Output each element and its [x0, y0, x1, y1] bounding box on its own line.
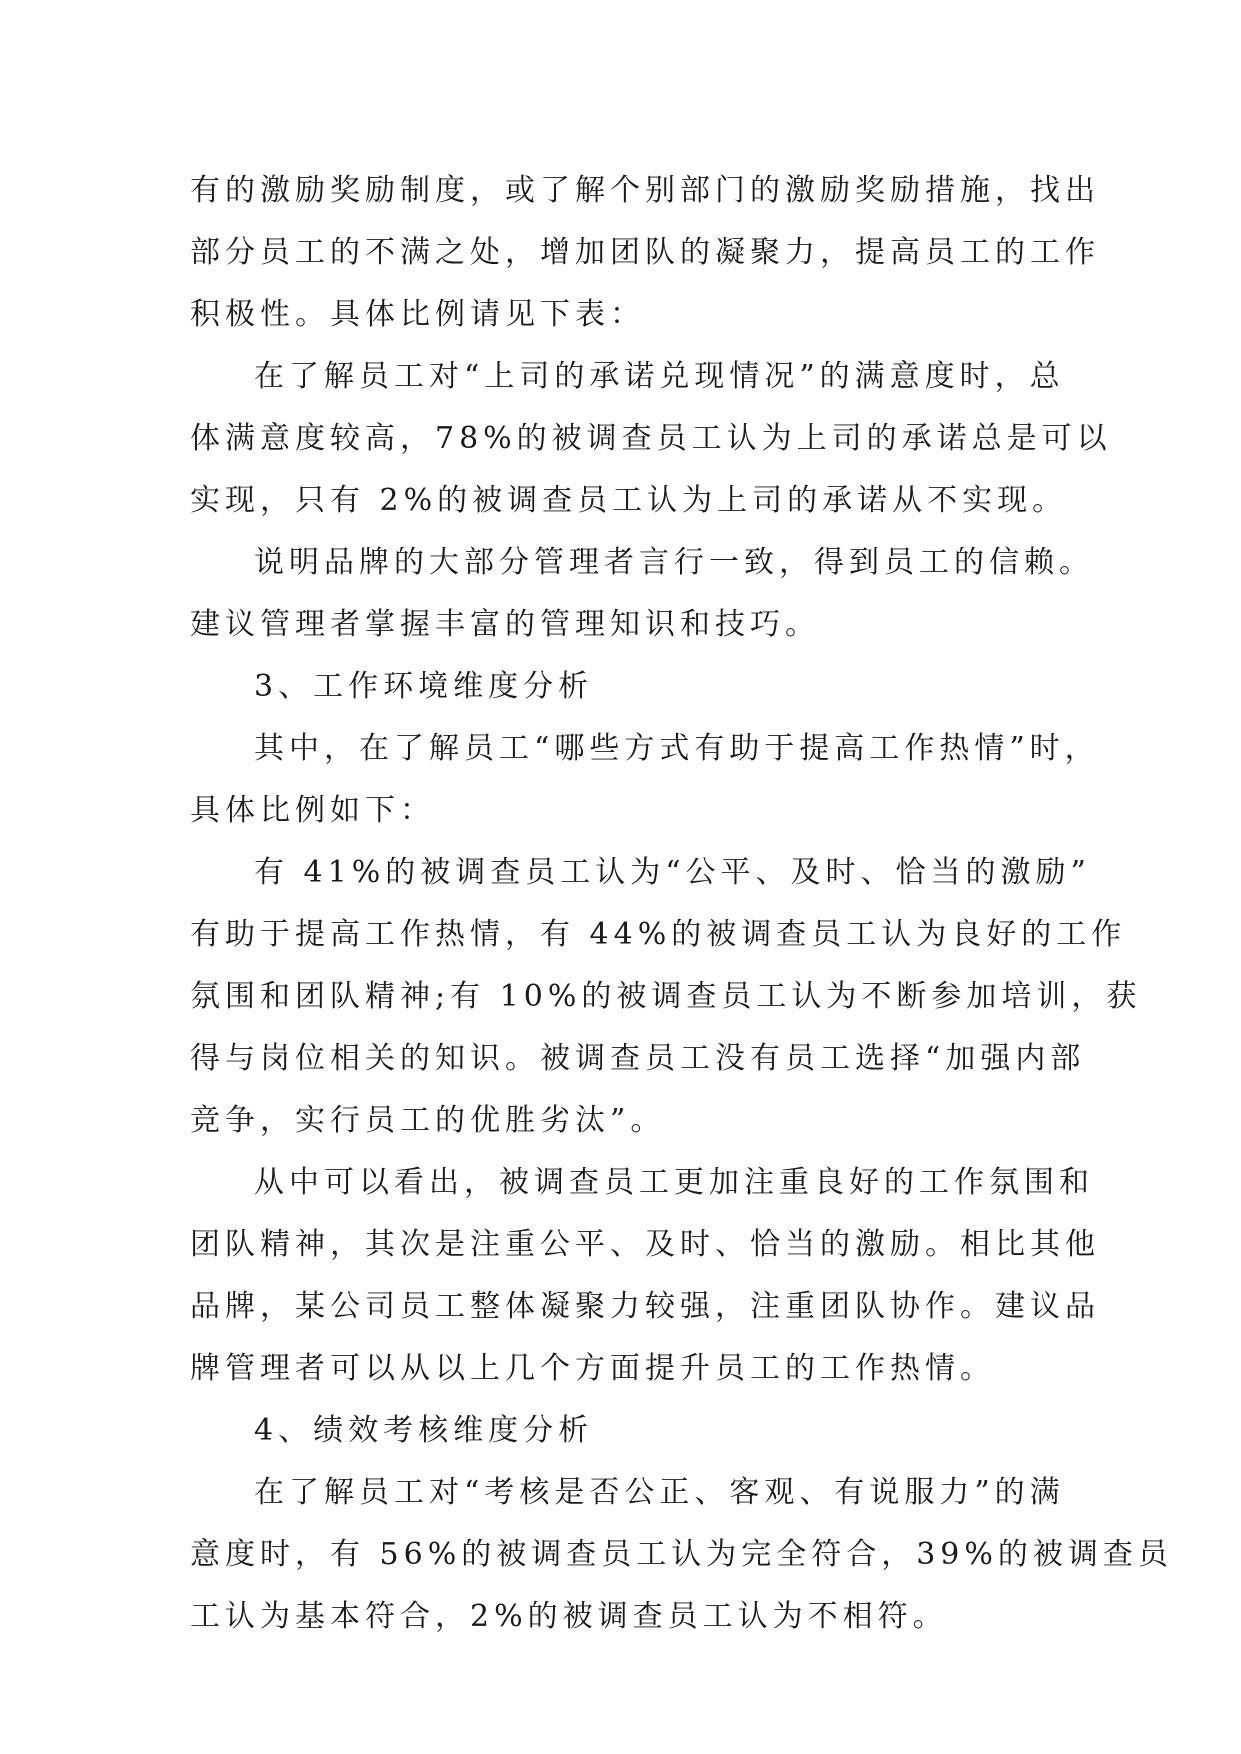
text-line: 团队精神，其次是注重公平、及时、恰当的激励。相比其他	[190, 1227, 1100, 1262]
text-line: 在了解员工对“上司的承诺兑现情况”的满意度时，总	[254, 359, 1065, 394]
text-line: 得与岗位相关的知识。被调查员工没有员工选择“加强内部	[190, 1041, 1086, 1076]
text-line: 具体比例如下：	[190, 793, 435, 828]
document-body	[190, 160, 1173, 1648]
text-line: 工认为基本符合，2%的被调查员工认为不相符。	[190, 1599, 948, 1634]
text-line: 品牌，某公司员工整体凝聚力较强，注重团队协作。建议品	[190, 1289, 1100, 1324]
text-line: 从中可以看出，被调查员工更加注重良好的工作氛围和	[254, 1165, 1094, 1200]
text-line: 其中，在了解员工“哪些方式有助于提高工作热情”时，	[254, 731, 1100, 766]
section-heading: 3、工作环境维度分析	[254, 669, 594, 704]
text-line: 建议管理者掌握丰富的管理知识和技巧。	[190, 607, 820, 642]
section-heading: 4、绩效考核维度分析	[254, 1413, 594, 1448]
text-line: 氛围和团队精神;有 10%的被调查员工认为不断参加培训，获	[190, 979, 1142, 1014]
text-line: 积极性。具体比例请见下表：	[190, 297, 645, 332]
text-line: 说明品牌的大部分管理者言行一致，得到员工的信赖。	[254, 545, 1094, 580]
text-line: 部分员工的不满之处，增加团队的凝聚力，提高员工的工作	[190, 235, 1100, 270]
text-line: 实现，只有 2%的被调查员工认为上司的承诺从不实现。	[190, 483, 1068, 518]
text-line: 意度时，有 56%的被调查员工认为完全符合，39%的被调查员	[190, 1537, 1173, 1572]
text-line: 竞争，实行员工的优胜劣汰”。	[190, 1103, 666, 1138]
text-line: 体满意度较高，78%的被调查员工认为上司的承诺总是可以	[190, 421, 1112, 456]
text-line: 有的激励奖励制度，或了解个别部门的激励奖励措施，找出	[190, 173, 1100, 208]
text-line: 在了解员工对“考核是否公正、客观、有说服力”的满	[254, 1475, 1065, 1510]
text-line: 牌管理者可以从以上几个方面提升员工的工作热情。	[190, 1351, 995, 1386]
text-line: 有 41%的被调查员工认为“公平、及时、恰当的激励”	[254, 855, 1091, 890]
text-line: 有助于提高工作热情，有 44%的被调查员工认为良好的工作	[190, 917, 1127, 952]
